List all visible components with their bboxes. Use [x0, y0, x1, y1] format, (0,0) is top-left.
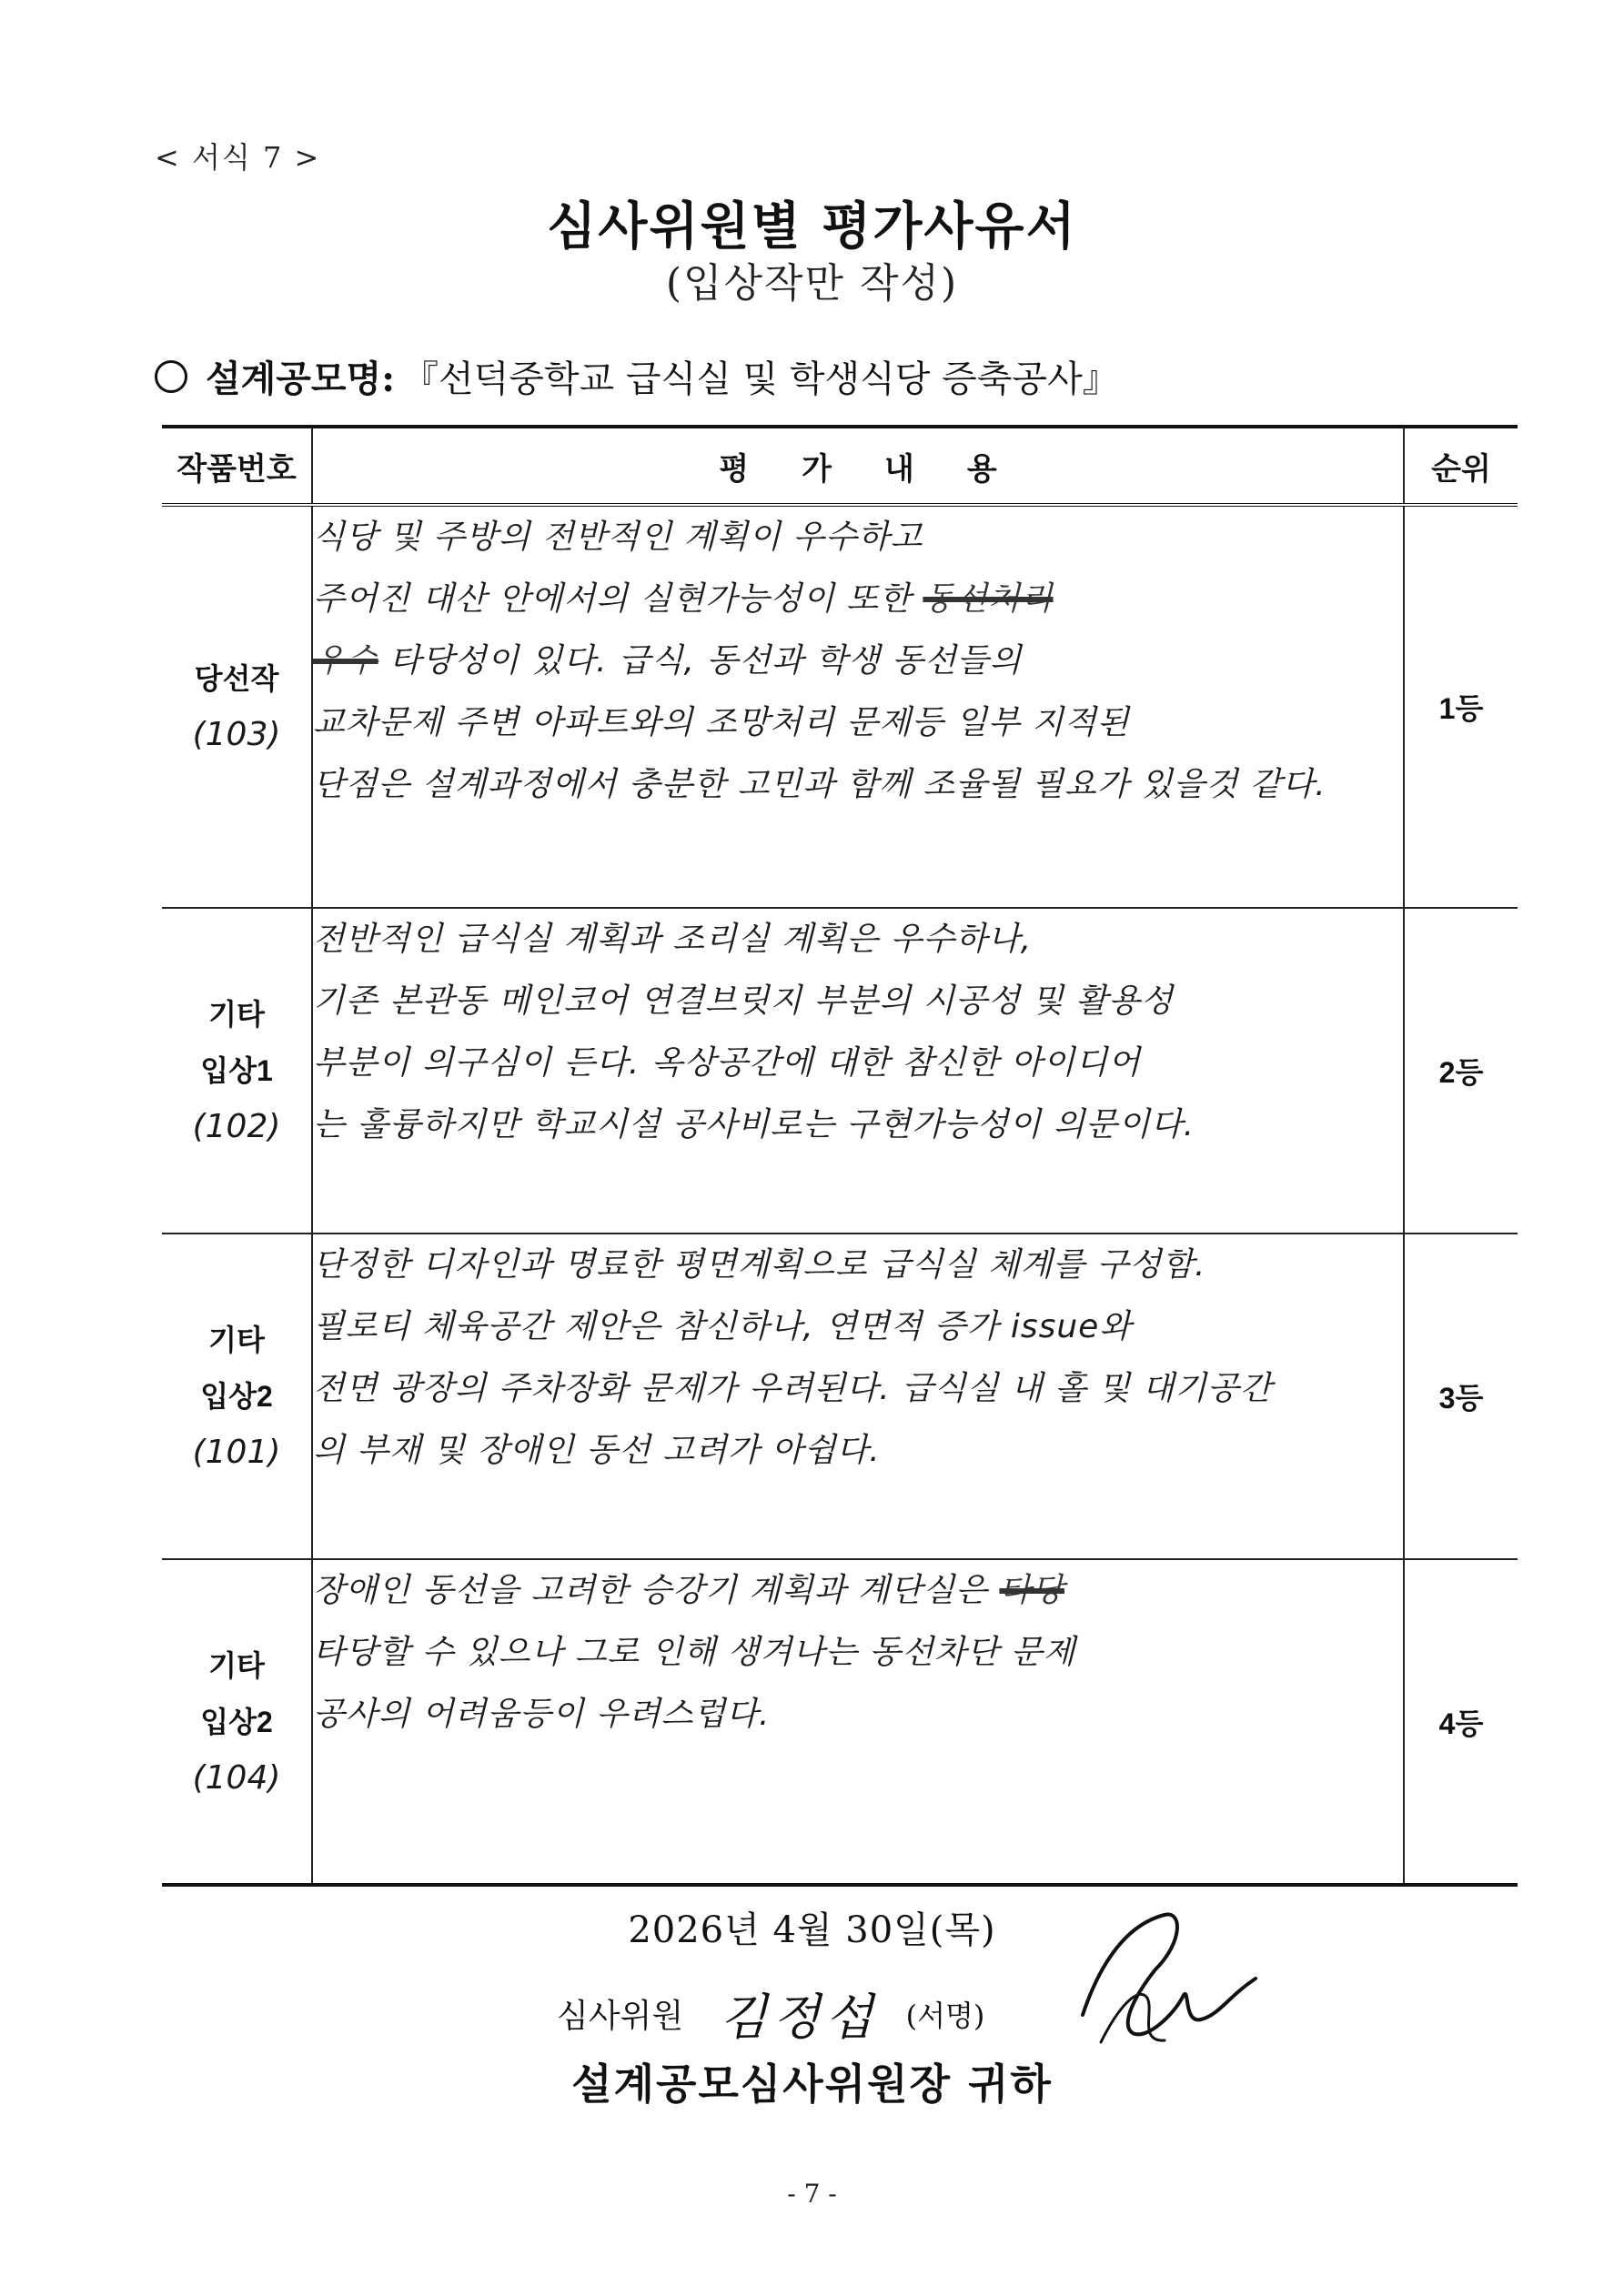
entry-category: 기타 [208, 1324, 265, 1356]
struck-text: 동선처리 [923, 580, 1054, 618]
entry-category: 기타 [208, 998, 265, 1031]
evaluation-line: 단정한 디자인과 명료한 평면계획으로 급식실 체계를 구성함. [313, 1246, 1206, 1284]
header-content-label: 평가내용 [719, 451, 1050, 487]
evaluation-line: 교차문제 주변 아파트와의 조망처리 문제등 일부 지적된 [313, 704, 1130, 741]
rank-cell: 1등 [1404, 505, 1518, 908]
signer-label: 심사위원 [557, 1998, 684, 2035]
entry-subcategory: 입상2 [200, 1705, 273, 1738]
signer-name: 김정섭 [720, 1989, 879, 2046]
signer-line [557, 1979, 984, 2049]
table-row [162, 505, 1518, 908]
evaluation-content [312, 1559, 1404, 1885]
addressee: 설계공모심사위원장 귀하 [571, 2059, 1053, 2109]
evaluation-line: 우수 타당성이 있다. 급식, 동선과 학생 동선들의 [313, 642, 1023, 680]
project-line [155, 350, 1119, 402]
table-header-row [162, 427, 1518, 505]
struck-text: 타당 [999, 1572, 1064, 1609]
project-label: 설계공모명: [206, 357, 395, 400]
evaluation-line: 부분이 의구심이 든다. 옥상공간에 대한 참신한 아이디어 [313, 1044, 1141, 1082]
page-subtitle: (입상작만 작성) [665, 260, 959, 307]
evaluation-line: 는 훌륭하지만 학교시설 공사비로는 구현가능성이 의문이다. [313, 1106, 1195, 1143]
evaluation-line: 기존 본관동 메인코어 연결브릿지 부분의 시공성 및 활용성 [313, 982, 1174, 1020]
evaluation-line: 주어진 대산 안에서의 실현가능성이 또한 동선처리 [313, 580, 1054, 618]
evaluation-line: 의 부재 및 장애인 동선 고려가 아쉽다. [313, 1432, 881, 1469]
evaluation-line: 타당할 수 있으나 그로 인해 생겨나는 동선차단 문제 [313, 1634, 1076, 1671]
evaluation-line: 장애인 동선을 고려한 승강기 계획과 계단실은 타당 [313, 1572, 1064, 1609]
header-content [312, 427, 1404, 505]
header-rank: 순위 [1404, 427, 1518, 505]
rank-cell: 3등 [1404, 1234, 1518, 1559]
entry-id: (101) [192, 1434, 281, 1471]
evaluation-line: 식당 및 주방의 전반적인 계획이 우수하고 [313, 519, 923, 556]
entry-category: 기타 [208, 1648, 265, 1682]
entry-id: (103) [192, 716, 281, 753]
page-number: - 7 - [787, 2179, 837, 2209]
document-date: 2026년 4월 30일(목) [628, 1909, 996, 1951]
project-name: 『선덕중학교 급식실 및 학생식당 증축공사』 [401, 358, 1119, 400]
rank-cell: 2등 [1404, 908, 1518, 1234]
evaluation-content [312, 908, 1404, 1234]
entry-number-cell [162, 1559, 312, 1885]
evaluation-content [312, 1234, 1404, 1559]
table-row [162, 908, 1518, 1234]
struck-text: 우수 [313, 642, 378, 680]
evaluation-table [162, 425, 1518, 1887]
header-entry-number: 작품번호 [162, 427, 312, 505]
page-title: 심사위원별 평가사유서 [547, 196, 1077, 257]
evaluation-line: 전면 광장의 주차장화 문제가 우려된다. 급식실 내 홀 및 대기공간 [313, 1370, 1273, 1407]
entry-id: (102) [192, 1108, 281, 1145]
circle-bullet-icon [155, 360, 187, 393]
entry-number-cell [162, 908, 312, 1234]
entry-id: (104) [192, 1758, 281, 1797]
entry-subcategory: 입상2 [200, 1380, 273, 1413]
entry-subcategory: 입상1 [200, 1054, 273, 1087]
form-number: < 서식 7 > [155, 140, 321, 175]
table-row [162, 1559, 1518, 1885]
evaluation-line: 필로티 체육공간 제안은 참신하나, 연면적 증가 issue와 [313, 1308, 1133, 1345]
evaluation-line: 단점은 설계과정에서 충분한 고민과 함께 조율될 필요가 있을것 같다. [313, 766, 1326, 803]
seal-label: (서명) [905, 1998, 985, 2033]
entry-category: 당선작 [194, 662, 279, 695]
evaluation-line: 공사의 어려움등이 우려스럽다. [313, 1696, 771, 1733]
rank-cell: 4등 [1404, 1559, 1518, 1885]
entry-number-cell [162, 1234, 312, 1559]
table-row [162, 1234, 1518, 1559]
evaluation-content [312, 505, 1404, 908]
entry-number-cell [162, 505, 312, 908]
evaluation-line: 전반적인 급식실 계획과 조리실 계획은 우수하나, [313, 921, 1033, 958]
handwritten-signature [1046, 1906, 1265, 2060]
